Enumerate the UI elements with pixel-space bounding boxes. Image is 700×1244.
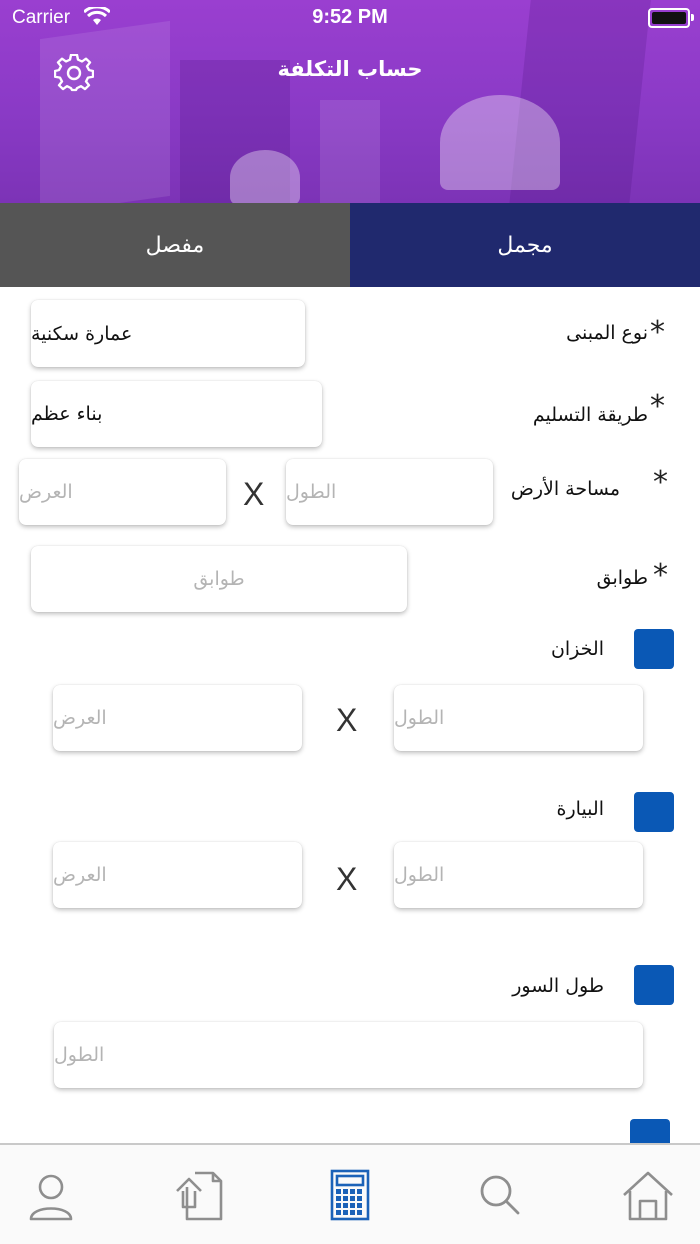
well-width-placeholder: العرض [53,864,107,886]
well-checkbox[interactable] [634,792,674,832]
fence-length-input[interactable] [54,1022,643,1088]
fence-checkbox[interactable] [634,965,674,1005]
tab-summary[interactable]: مجمل [350,203,700,287]
building-type-value: عمارة سكنية [31,322,133,345]
floors-placeholder: طوابق [193,568,245,590]
land-length-placeholder: الطول [286,481,337,503]
floors-input[interactable] [31,546,407,612]
required-star: * [650,315,665,350]
calculator-icon[interactable] [322,1167,378,1223]
land-width-input[interactable] [19,459,226,525]
header-banner [0,0,700,203]
required-star: * [653,465,668,500]
times-sign: X [336,861,358,897]
background-building [320,100,380,203]
times-sign: X [243,476,265,512]
times-sign: X [336,702,358,738]
upload-document-icon[interactable] [173,1167,229,1223]
carrier-label: Carrier [12,7,71,28]
background-building [40,21,170,203]
bottom-tab-bar [0,1143,700,1244]
tank-width-input[interactable] [53,685,302,751]
tank-width-placeholder: العرض [53,707,107,729]
segmented-tabs [0,203,700,287]
tank-length-placeholder: الطول [394,707,445,729]
fence-label: طول السور [512,975,604,997]
tank-length-input[interactable] [394,685,643,751]
building-type-select[interactable] [31,300,305,367]
home-icon[interactable] [620,1167,676,1223]
page-title: حساب التكلفة [277,57,423,81]
tab-detailed[interactable]: مفصل [0,203,350,287]
land-length-input[interactable] [286,459,493,525]
delivery-method-select[interactable] [31,381,322,447]
land-width-placeholder: العرض [19,481,73,503]
delivery-method-label: طريقة التسليم [532,404,648,426]
tank-label: الخزان [550,638,604,660]
profile-icon[interactable] [23,1167,79,1223]
required-star: * [650,389,665,424]
battery-icon [648,8,690,28]
well-width-input[interactable] [53,842,302,908]
background-helmet [440,95,560,190]
status-time: 9:52 PM [312,6,388,28]
well-label: البيارة [556,798,604,820]
delivery-method-value: بناء عظم [31,403,103,425]
land-area-label: مساحة الأرض [510,478,620,500]
well-length-placeholder: الطول [394,864,445,886]
search-icon[interactable] [472,1167,528,1223]
status-bar [0,0,700,36]
well-length-input[interactable] [394,842,643,908]
background-helmet [230,150,300,203]
building-type-label: نوع المبنى [566,322,648,344]
floors-label: طوابق [596,567,648,589]
tank-checkbox[interactable] [634,629,674,669]
required-star: * [653,558,668,593]
fence-length-placeholder: الطول [54,1044,105,1066]
